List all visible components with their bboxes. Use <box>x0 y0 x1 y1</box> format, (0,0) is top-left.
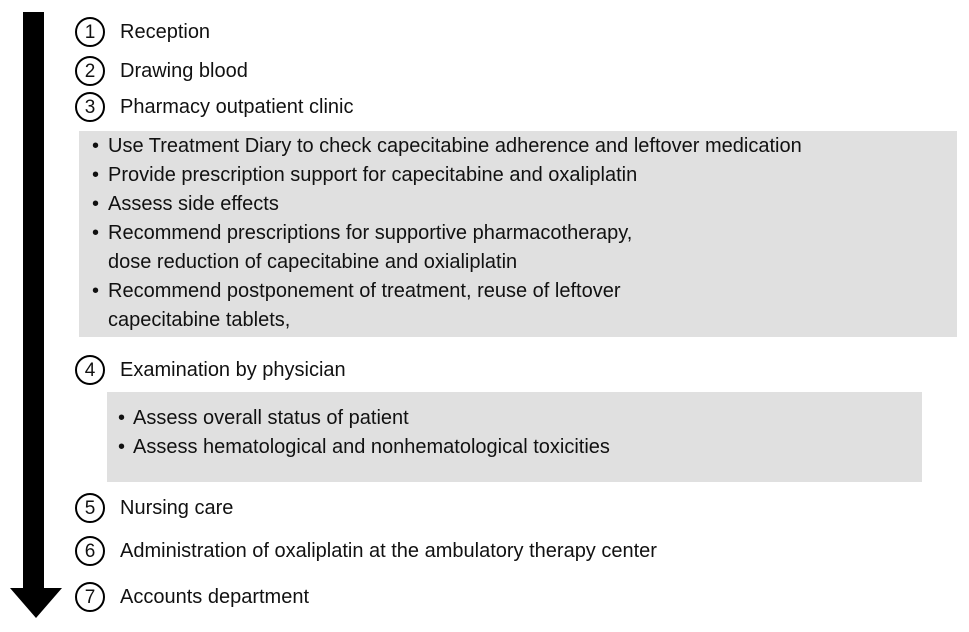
detail-line <box>79 219 957 248</box>
bullet-icon: • <box>92 164 100 186</box>
detail-line-continuation <box>79 306 957 335</box>
physician-details-box <box>107 392 922 482</box>
step-number-circle <box>75 536 105 566</box>
step-drawing-blood <box>75 55 248 87</box>
step-label: Administration of oxaliplatin at the ambulatory therapy center <box>120 539 657 562</box>
step-reception <box>75 16 210 48</box>
bullet-icon: • <box>92 193 100 215</box>
step-number-circle <box>75 493 105 523</box>
step-administration-of-oxaliplatin <box>75 535 657 567</box>
detail-text: Provide prescription support for capecitabine and oxaliplatin <box>108 164 638 186</box>
step-number-circle <box>75 355 105 385</box>
detail-line <box>107 433 922 462</box>
step-label: Nursing care <box>120 496 234 519</box>
step-number: 4 <box>84 359 96 381</box>
detail-text: dose reduction of capecitabine and oxialiplatin <box>108 251 518 273</box>
step-number-circle <box>75 56 105 86</box>
step-number-circle <box>75 92 105 122</box>
step-number-circle <box>75 17 105 47</box>
step-examination-by-physician <box>75 354 346 386</box>
detail-line <box>107 404 922 433</box>
bullet-icon: • <box>92 135 100 157</box>
detail-line <box>79 277 957 306</box>
step-number: 1 <box>84 21 96 43</box>
detail-line <box>79 161 957 190</box>
bullet-icon: • <box>118 436 126 458</box>
step-number: 2 <box>84 60 96 82</box>
step-accounts-department <box>75 581 309 613</box>
detail-text: Recommend prescriptions for supportive pharmacotherapy, <box>108 222 633 244</box>
step-number: 7 <box>84 586 96 608</box>
step-number-circle <box>75 582 105 612</box>
bullet-icon: • <box>92 280 100 302</box>
step-label: Pharmacy outpatient clinic <box>120 95 354 118</box>
detail-text: Assess side effects <box>108 193 279 215</box>
detail-line <box>79 190 957 219</box>
down-arrow-head <box>10 588 62 618</box>
detail-line-continuation <box>79 248 957 277</box>
step-number: 5 <box>84 497 96 519</box>
step-label: Examination by physician <box>120 358 346 381</box>
step-number: 6 <box>84 540 96 562</box>
detail-text: Use Treatment Diary to check capecitabine adherence and leftover medication <box>108 135 802 157</box>
step-nursing-care <box>75 492 233 524</box>
detail-text: Assess hematological and nonhematological toxicities <box>133 436 610 458</box>
step-pharmacy-outpatient-clinic <box>75 91 353 123</box>
detail-text: capecitabine tablets, <box>108 309 291 331</box>
step-label: Reception <box>120 20 211 43</box>
step-label: Drawing blood <box>120 59 248 82</box>
detail-text: Assess overall status of patient <box>133 407 409 429</box>
bullet-icon: • <box>92 222 100 244</box>
detail-text: Recommend postponement of treatment, reuse of leftover <box>108 280 621 302</box>
pharmacy-details-box <box>79 131 957 337</box>
step-number: 3 <box>84 96 96 118</box>
bullet-icon: • <box>118 407 126 429</box>
step-label: Accounts department <box>120 585 309 608</box>
down-arrow-shaft <box>23 12 44 589</box>
detail-line <box>79 132 957 161</box>
